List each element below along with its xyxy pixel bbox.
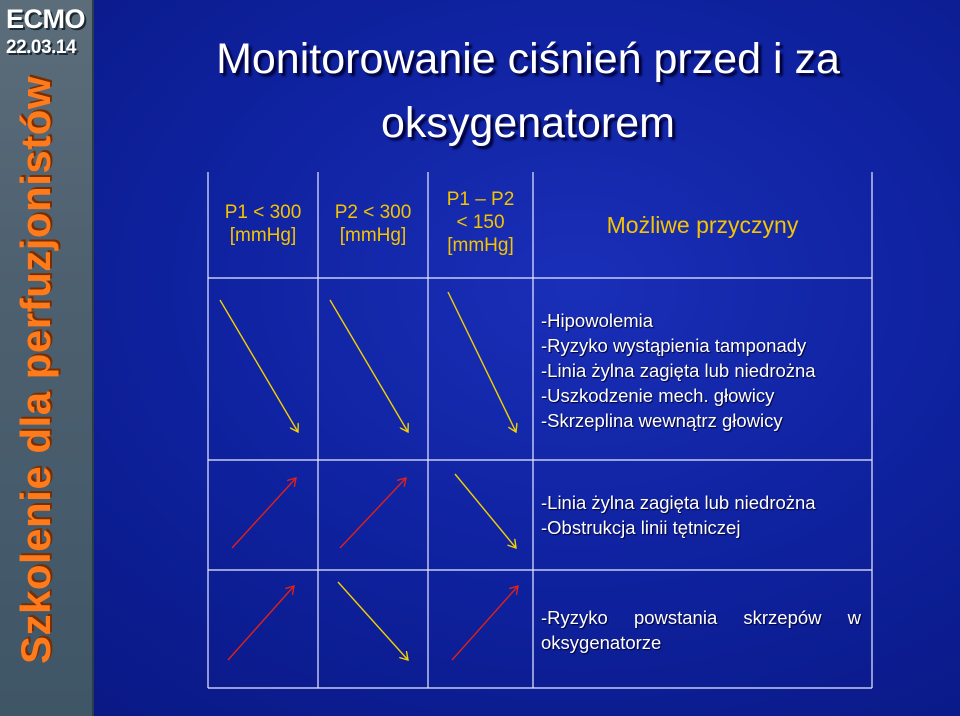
causes-row-2 [541,490,816,540]
arrow-up-icon [228,586,294,660]
cause-item: -Linia żylna zagięta lub niedrożna [541,492,816,513]
header-p1-p2-line-2: < 150 [456,212,505,233]
arrow-down-icon [220,300,298,432]
header-p1-p2 [428,188,533,257]
cause-item: -Ryzyko wystąpienia tamponady [541,335,807,356]
arrow-up-icon [340,478,406,548]
header-p2-line-2: [mmHg] [339,225,407,246]
header-p2 [318,201,428,247]
cause-item: oksygenatorze [541,632,662,653]
brand-date: 22.03.14 [6,37,76,58]
header-causes: Możliwe przyczyny [606,212,799,238]
header-p1-line-1: P1 < 300 [224,202,302,223]
causes-row-3 [541,605,861,655]
cause-item: -Skrzeplina wewnątrz głowicy [541,410,783,431]
arrow-up-icon [452,586,518,660]
slide-title-line-2: oksygenatorem [381,99,675,147]
causes-row-1 [541,308,816,433]
arrow-down-icon [448,292,516,432]
cause-item: -Linia żylna zagięta lub niedrożna [541,360,816,381]
slide-title-line-1: Monitorowanie ciśnień przed i za [216,35,840,83]
brand-logo-text: ECMO [6,4,85,34]
cause-item: -Hipowolemia [541,310,654,331]
cause-item: -Uszkodzenie mech. głowicy [541,385,775,406]
header-p1-p2-line-1: P1 – P2 [446,189,515,210]
arrow-down-icon [338,582,408,660]
cause-item: -Ryzyko powstania skrzepów w [541,607,861,628]
vertical-title: Szkolenie dla perfuzjonistów [12,75,59,665]
arrow-down-icon [455,474,516,548]
header-p2-line-1: P2 < 300 [334,202,412,223]
header-p1-line-2: [mmHg] [229,225,297,246]
arrow-down-icon [330,300,408,432]
arrow-up-icon [232,478,296,548]
header-p1 [208,201,318,247]
header-p1-p2-line-3: [mmHg] [447,235,514,256]
cause-item: -Obstrukcja linii tętniczej [541,517,741,538]
